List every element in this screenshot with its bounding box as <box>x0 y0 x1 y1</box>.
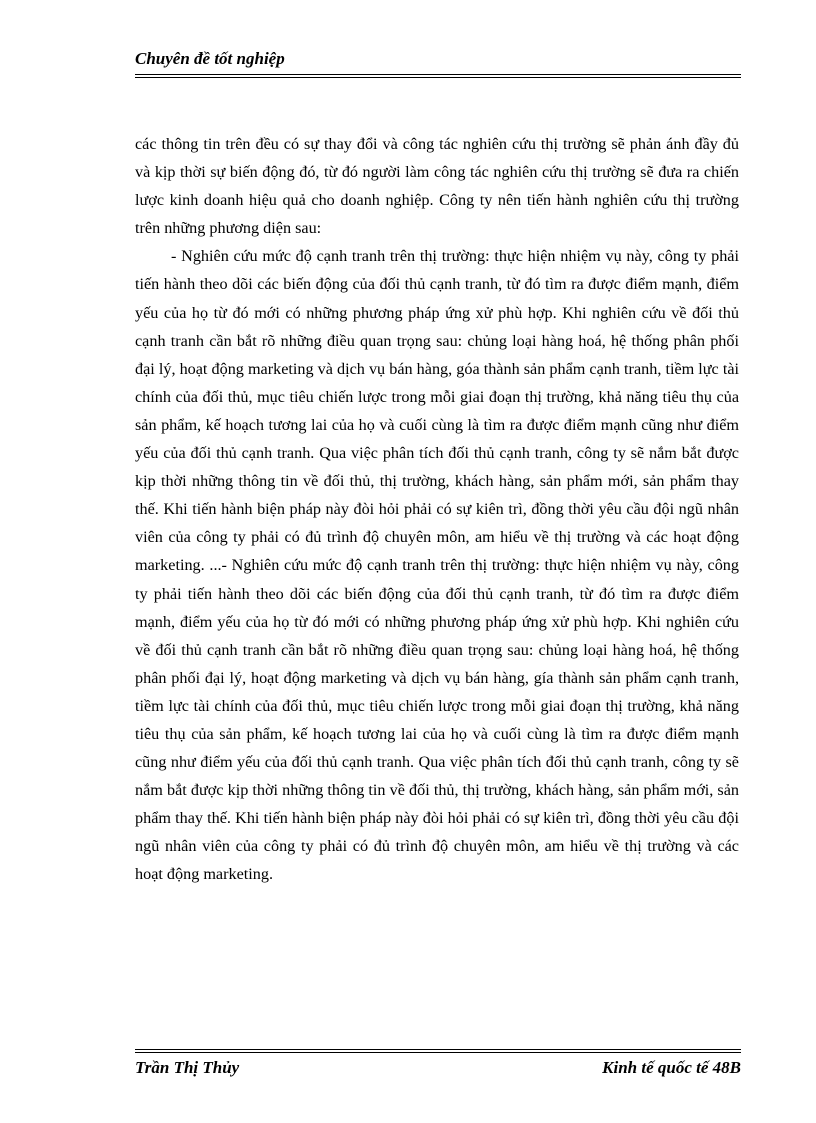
page-header <box>135 48 741 78</box>
header-title: Chuyên đề tốt nghiệp <box>135 49 285 68</box>
page-footer <box>135 1049 741 1083</box>
paragraph-competition-research: - Nghiên cứu mức độ cạnh tranh trên thị trường: thực hiện nhiệm vụ này, công ty phải tiến hành theo dõi các biến động của đối thủ cạnh tranh, từ đó tìm ra được điểm mạnh, điểm yếu của họ từ đó mới có những phương pháp ứng xử phù hợp. Khi nghiên cứu về đối thủ cạnh tranh cần bắt rõ những điều quan trọng sau: chủng loại hàng hoá, hệ thống phân phối đại lý, hoạt động marketing và dịch vụ bán hàng, góa thành sản phẩm cạnh tranh, tiềm lực tài chính của đối thủ, mục tiêu chiến lược trong mỗi giai đoạn thị trường, khả năng tiêu thụ của sản phẩm, kế hoạch tương lai của họ và cuối cùng là tìm ra được điểm mạnh cũng như điểm yếu của đối thủ cạnh tranh. Qua việc phân tích đối thủ cạnh tranh, công ty sẽ nắm bắt được kịp thời những thông tin về đối thủ, thị trường, khách hàng, sản phẩm mới, sản phẩm thay thế. Khi tiến hành biện pháp này đòi hỏi phải có sự kiên trì, đồng thời yêu cầu đội ngũ nhân viên của công ty phải có đủ trình độ chuyên môn, am hiểu về thị trường và các hoạt động marketing. ...- Nghiên cứu mức độ cạnh tranh trên thị trường: thực hiện nhiệm vụ này, công ty phải tiến hành theo dõi các biến động của đối thủ cạnh tranh, từ đó tìm ra được điểm mạnh, điểm yếu của họ từ đó mới có những phương pháp ứng xử phù hợp. Khi nghiên cứu về đối thủ cạnh tranh cần bắt rõ những điều quan trọng sau: chủng loại hàng hoá, hệ thống phân phối đại lý, hoạt động marketing và dịch vụ bán hàng, gía thành sản phẩm cạnh tranh, tiềm lực tài chính của đối thủ, mục tiêu chiến lược trong mỗi giai đoạn thị trường, khả năng tiêu thụ của sản phẩm, kế hoạch tương lai của họ và cuối cùng là tìm ra được điểm mạnh cũng như điểm yếu của đối thủ cạnh tranh. Qua việc phân tích đối thủ cạnh tranh, công ty sẽ nắm bắt được kịp thời những thông tin về đối thủ, thị trường, khách hàng, sản phẩm mới, sản phẩm thay thế. Khi tiến hành biện pháp này đòi hỏi phải có sự kiên trì, đồng thời yêu cầu đội ngũ nhân viên của công ty phải có đủ trình độ chuyên môn, am hiểu về thị trường và các hoạt động marketing. <box>135 247 739 884</box>
footer-class: Kinh tế quốc tế 48B <box>602 1058 741 1077</box>
body-text <box>135 130 739 889</box>
footer-author: Trần Thị Thủy <box>135 1058 240 1077</box>
paragraph-continuation: các thông tin trên đều có sự thay đổi và công tác nghiên cứu thị trường sẽ phản ánh đầy đủ và kịp thời sự biến động đó, từ đó người làm công tác nghiên cứu thị trường sẽ đưa ra chiến lược kinh doanh hiệu quả cho doanh nghiệp. Công ty nên tiến hành nghiên cứu thị trường trên những phương diện sau: <box>135 135 739 238</box>
